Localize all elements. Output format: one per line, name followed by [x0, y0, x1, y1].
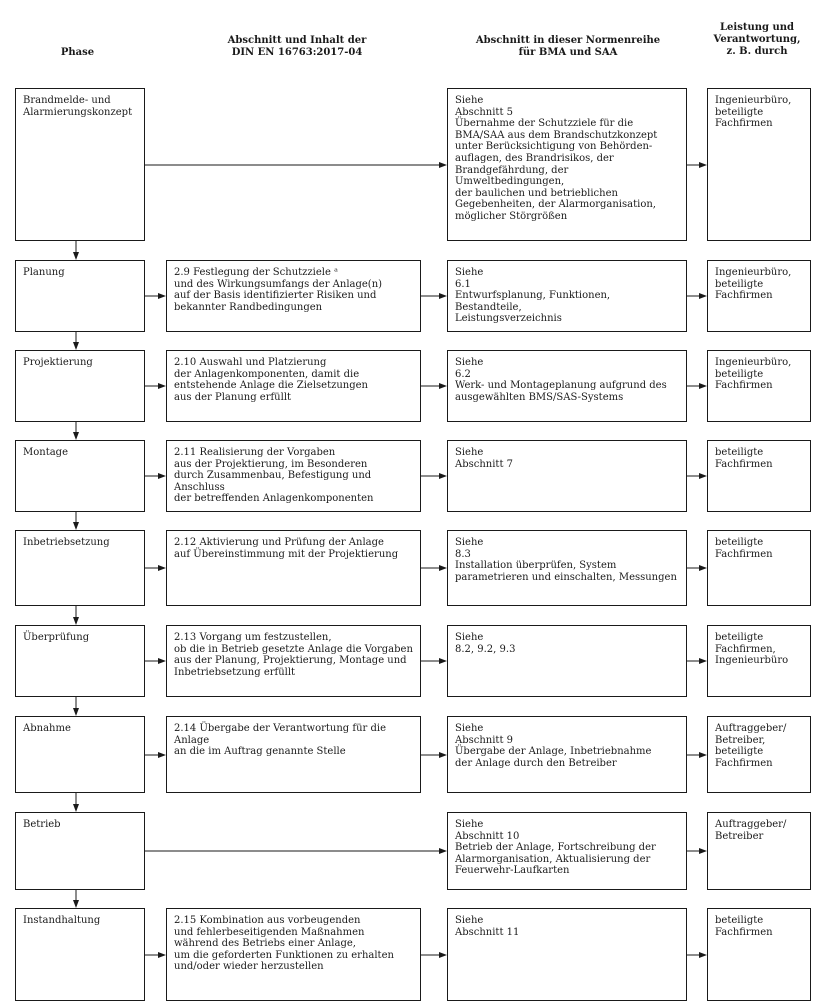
responsibility-box — [707, 260, 811, 332]
responsibility-box-text: beteiligte Fachfirmen — [715, 537, 773, 560]
responsibility-box-text: Auftraggeber/ Betreiber, beteiligte Fachfirmen — [715, 723, 787, 769]
norm-section-box — [447, 530, 687, 606]
arrow-norm-to-resp-head — [699, 162, 707, 168]
arrow-norm-to-resp-head — [699, 952, 707, 958]
arrow-din-to-norm-head — [439, 293, 447, 299]
responsibility-box — [707, 530, 811, 606]
norm-section-box-text: Siehe Abschnitt 11 — [455, 915, 520, 938]
norm-section-box-text: Siehe Abschnitt 9 Übergabe der Anlage, Inbetriebnahme der Anlage durch den Betreiber — [455, 723, 652, 769]
responsibility-box-text: Ingenieurbüro, beteiligte Fachfirmen — [715, 267, 792, 302]
phase-box-text: Projektierung — [23, 357, 93, 368]
din-section-box-text: 2.14 Übergabe der Verantwortung für die Anlage an die im Auftrag genannte Stelle — [174, 723, 386, 758]
din-section-box-text: 2.15 Kombination aus vorbeugenden und fehlerbeseitigenden Maßnahmen während des Betriebs einer Anlage, um die geforderten Funktionen zu erhalten und/oder wieder herzustellen — [174, 915, 394, 973]
phase-box — [15, 812, 145, 890]
responsibility-box — [707, 88, 811, 241]
arrow-phase-down-head — [73, 522, 79, 530]
din-section-box — [166, 908, 421, 1001]
norm-section-box-text: Siehe Abschnitt 5 Übernahme der Schutzziele für die BMA/SAA aus dem Brandschutzkonzept unter Berücksichtigung von Behörden- auflagen, des Brandrisikos, der Brandgefährdung, der Umweltbedingungen, der baulichen und betrieblichen Gegebenheiten, der Alarmorganisation, möglicher Störgrößen — [455, 95, 658, 222]
header-norm-section: Abschnitt in dieser Normenreihe für BMA und SAA — [475, 35, 661, 58]
responsibility-box — [707, 440, 811, 512]
din-section-box-text: 2.10 Auswahl und Platzierung der Anlagenkomponenten, damit die entstehende Anlage die Zielsetzungen aus der Planung erfüllt — [174, 357, 368, 403]
norm-section-box-text: Siehe 6.1 Entwurfsplanung, Funktionen, Bestandteile, Leistungsverzeichnis — [455, 267, 611, 325]
arrow-norm-to-resp-head — [699, 293, 707, 299]
arrow-phase-to-din-head — [158, 952, 166, 958]
norm-section-box — [447, 440, 687, 512]
arrow-phase-to-norm-head — [439, 848, 447, 854]
arrow-phase-down-head — [73, 432, 79, 440]
responsibility-box-text: Auftraggeber/ Betreiber — [715, 819, 787, 842]
din-section-box — [166, 350, 421, 422]
arrow-phase-to-din-head — [158, 752, 166, 758]
phase-box-text: Inbetriebsetzung — [23, 537, 110, 548]
din-section-box — [166, 530, 421, 606]
arrow-din-to-norm-head — [439, 473, 447, 479]
norm-section-box — [447, 350, 687, 422]
phase-box-text: Überprüfung — [23, 632, 90, 643]
norm-section-box — [447, 260, 687, 332]
phase-box-text: Abnahme — [23, 723, 71, 734]
norm-section-box-text: Siehe 8.3 Installation überprüfen, System parametrieren und einschalten, Messungen — [455, 537, 677, 583]
responsibility-box-text: beteiligte Fachfirmen — [715, 915, 773, 938]
din-section-box — [166, 260, 421, 332]
arrow-din-to-norm-head — [439, 752, 447, 758]
arrow-phase-down-head — [73, 900, 79, 908]
phase-box-text: Montage — [23, 447, 68, 458]
norm-section-box-text: Siehe 6.2 Werk- und Montageplanung aufgrund des ausgewählten BMS/SAS-Systems — [455, 357, 667, 403]
arrow-phase-to-din-head — [158, 293, 166, 299]
phase-box — [15, 350, 145, 422]
arrow-phase-to-din-head — [158, 658, 166, 664]
phase-box — [15, 260, 145, 332]
arrow-din-to-norm-head — [439, 565, 447, 571]
din-section-box-text: 2.13 Vorgang um festzustellen, ob die in Betrieb gesetzte Anlage die Vorgaben aus der Planung, Projektierung, Montage und Inbetriebsetzung erfüllt — [174, 632, 413, 678]
arrow-phase-to-din-head — [158, 565, 166, 571]
arrow-phase-to-din-head — [158, 473, 166, 479]
header-din-section: Abschnitt und Inhalt der DIN EN 16763:2017-04 — [227, 35, 367, 58]
responsibility-box-text: Ingenieurbüro, beteiligte Fachfirmen — [715, 357, 792, 392]
phase-box-text: Betrieb — [23, 819, 61, 830]
din-section-box — [166, 440, 421, 512]
din-section-box-text: 2.12 Aktivierung und Prüfung der Anlage auf Übereinstimmung mit der Projektierung — [174, 537, 399, 560]
arrow-norm-to-resp-head — [699, 658, 707, 664]
norm-section-box — [447, 625, 687, 697]
phase-box — [15, 908, 145, 1001]
responsibility-box — [707, 625, 811, 697]
norm-section-box-text: Siehe Abschnitt 7 — [455, 447, 514, 470]
arrow-norm-to-resp-head — [699, 473, 707, 479]
phase-box — [15, 440, 145, 512]
din-section-box — [166, 716, 421, 793]
arrow-norm-to-resp-head — [699, 752, 707, 758]
phase-box-text: Brandmelde- und Alarmierungskonzept — [23, 95, 133, 118]
arrow-norm-to-resp-head — [699, 848, 707, 854]
norm-section-box — [447, 812, 687, 890]
din-section-box — [166, 625, 421, 697]
responsibility-box-text: Ingenieurbüro, beteiligte Fachfirmen — [715, 95, 792, 130]
arrow-phase-down-head — [73, 708, 79, 716]
din-section-box-text: 2.11 Realisierung der Vorgaben aus der Projektierung, im Besonderen durch Zusammenbau, Befestigung und Anschluss der betreffenden Anlagenkomponenten — [174, 447, 374, 505]
arrow-phase-down-head — [73, 804, 79, 812]
responsibility-box — [707, 908, 811, 1001]
phase-box-text: Planung — [23, 267, 65, 278]
arrow-norm-to-resp-head — [699, 383, 707, 389]
norm-section-box — [447, 908, 687, 1001]
responsibility-box — [707, 812, 811, 890]
phase-box — [15, 625, 145, 697]
arrow-din-to-norm-head — [439, 658, 447, 664]
norm-section-box-text: Siehe 8.2, 9.2, 9.3 — [455, 632, 516, 655]
arrow-din-to-norm-head — [439, 383, 447, 389]
responsibility-box — [707, 350, 811, 422]
arrow-phase-down-head — [73, 342, 79, 350]
norm-section-box-text: Siehe Abschnitt 10 Betrieb der Anlage, Fortschreibung der Alarmorganisation, Aktualisierung der Feuerwehr-Laufkarten — [455, 819, 656, 877]
din-section-box-text: 2.9 Festlegung der Schutzziele ᵃ und des Wirkungsumfangs der Anlage(n) auf der Basis identifizierter Risiken und bekannter Randbedingungen — [174, 267, 383, 313]
arrow-phase-to-din-head — [158, 383, 166, 389]
phase-box — [15, 716, 145, 793]
arrow-phase-down-head — [73, 617, 79, 625]
arrow-phase-down-head — [73, 252, 79, 260]
phase-box-text: Instandhaltung — [23, 915, 101, 926]
phase-box — [15, 88, 145, 241]
norm-section-box — [447, 716, 687, 793]
norm-section-box — [447, 88, 687, 241]
phase-box — [15, 530, 145, 606]
responsibility-box-text: beteiligte Fachfirmen — [715, 447, 773, 470]
arrow-norm-to-resp-head — [699, 565, 707, 571]
responsibility-box — [707, 716, 811, 793]
header-phase: Phase — [60, 47, 95, 58]
header-responsibility: Leistung und Verantwortung, z. B. durch — [713, 22, 801, 57]
responsibility-box-text: beteiligte Fachfirmen, Ingenieurbüro — [715, 632, 789, 667]
arrow-phase-to-norm-head — [439, 162, 447, 168]
arrow-din-to-norm-head — [439, 952, 447, 958]
